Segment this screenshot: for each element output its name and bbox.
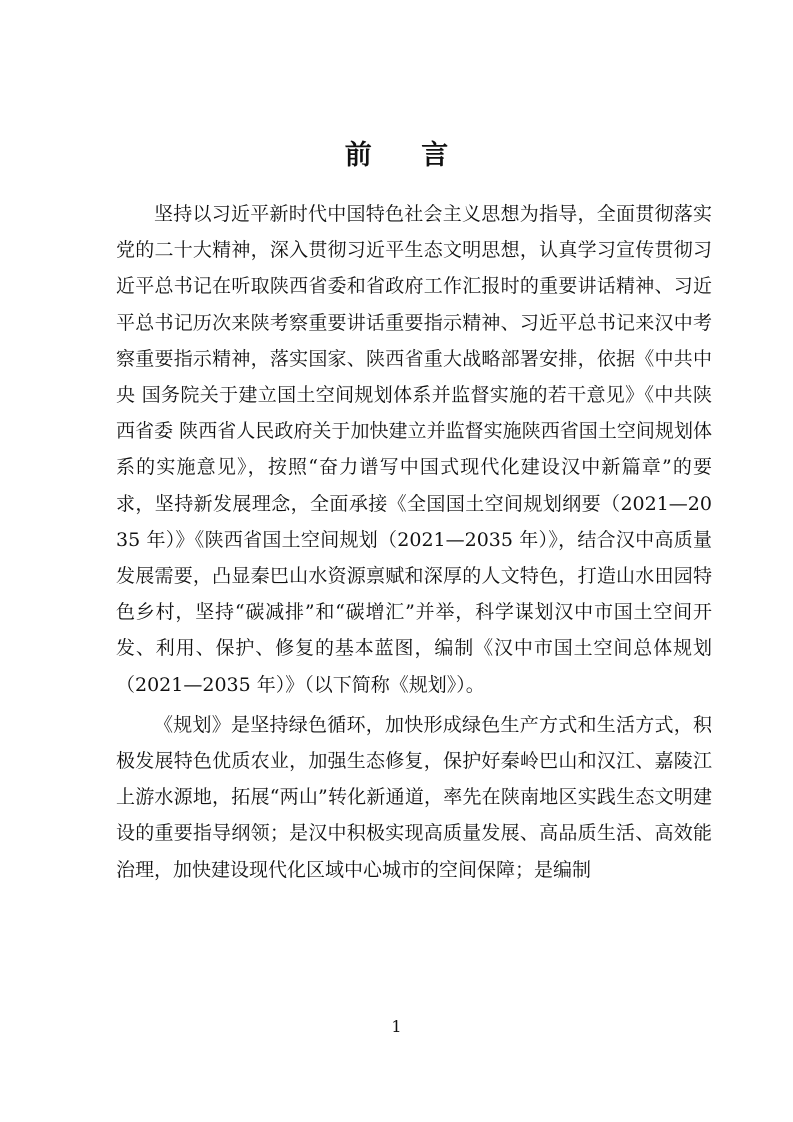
page-number: 1 <box>391 1017 402 1036</box>
paragraph-2: 《规划》是坚持绿色循环，加快形成绿色生产方式和生活方式，积极发展特色优质农业，加强生态修复，保护好秦岭巴山和汉江、嘉陵江上游水源地，拓展“两山”转化新通道，率先在陕南地区实践生态文明建设的重要指导纲领；是汉中积极实现高质量发展、高品质生活、高效能治理，加快建设现代化区域中心城市的空间保障；是编制 <box>116 713 712 881</box>
document-body <box>116 196 712 888</box>
paragraph-1: 坚持以习近平新时代中国特色社会主义思想为指导，全面贯彻落实党的二十大精神，深入贯彻习近平生态文明思想，认真学习宣传贯彻习近平总书记在听取陕西省委和省政府工作汇报时的重要讲话精神、习近平总书记历次来陕考察重要讲话重要指示精神、习近平总书记来汉中考察重要指示精神，落实国家、陕西省重大战略部署安排，依据《中共中央 国务院关于建立国土空间规划体系并监督实施的若干意见》《中共陕西省委 陕西省人民政府关于加快建立并监督实施陕西省国土空间规划体系的实施意见》，按照“奋力谱写中国式现代化建设汉中新篇章”的要求，坚持新发展理念，全面承接《全国国土空间规划纲要（2021—2035 年）》《陕西省国土空间规划（2021—2035 年）》，结合汉中高质量发展需要，凸显秦巴山水资源禀赋和深厚的人文特色，打造山水田园特色乡村，坚持“碳减排”和“碳增汇”并举，科学谋划汉中市国土空间开发、利用、保护、修复的基本蓝图，编制《汉中市国土空间总体规划（2021—2035 年）》（以下简称《规划》）。 <box>116 203 712 696</box>
page-title: 前 言 <box>344 140 469 171</box>
